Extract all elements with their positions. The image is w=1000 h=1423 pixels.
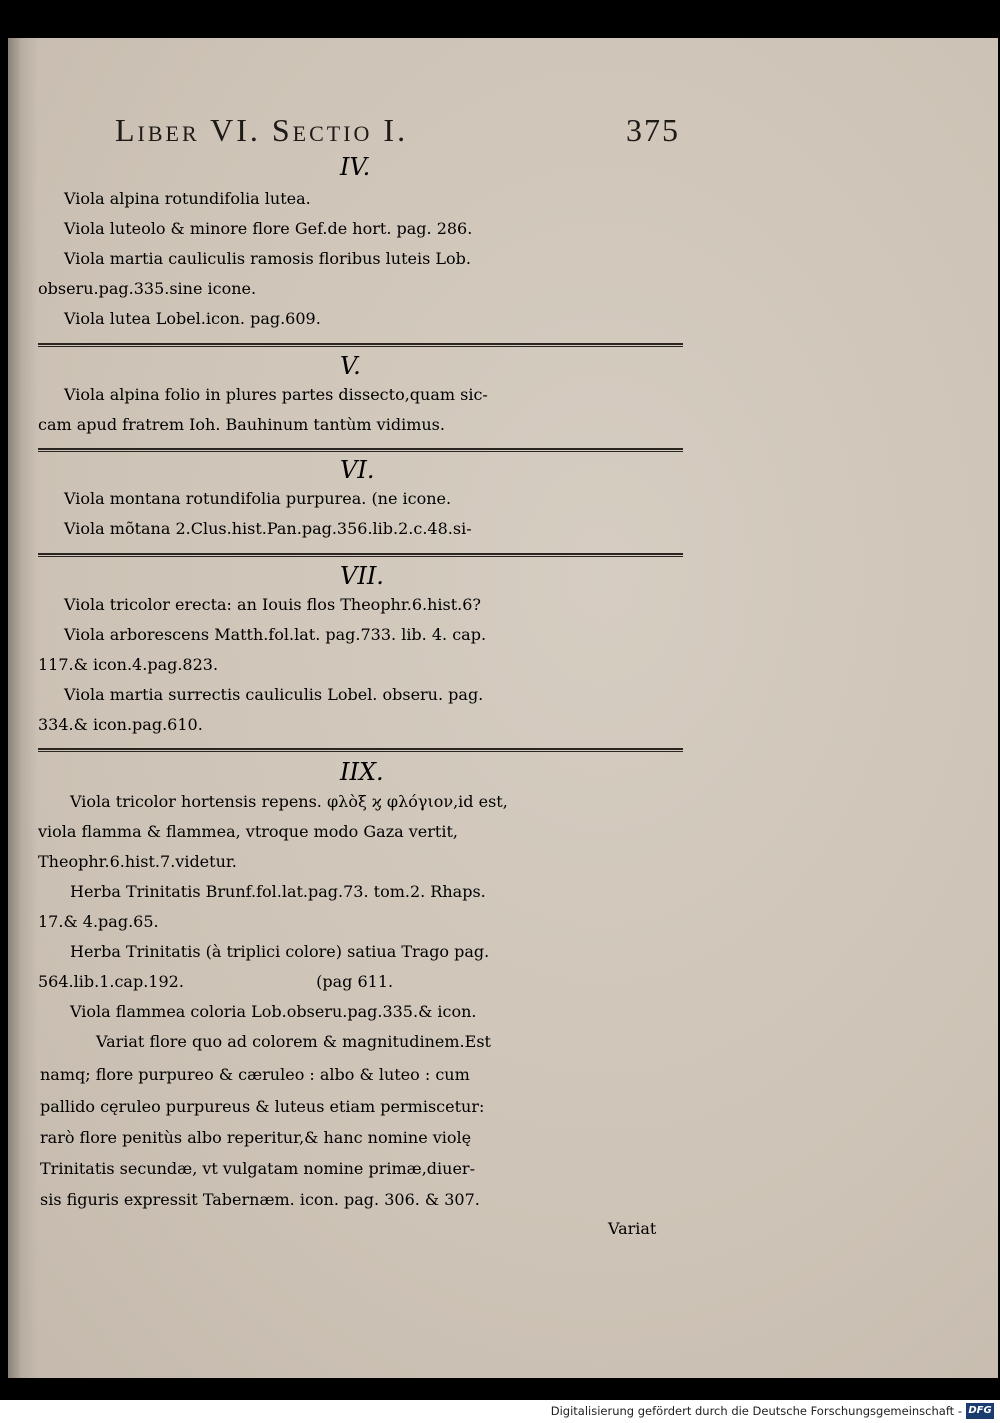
text-line: Herba Trinitatis (à triplici colore) satiua Trago pag. (70, 942, 490, 961)
text-line: Viola tricolor erecta: an Iouis flos Theophr.6.hist.6? (64, 595, 482, 614)
section-heading: VI. (340, 456, 375, 484)
text-line: Viola tricolor hortensis repens. φλὸξ ϗ φλόγιον,id est, (70, 792, 508, 811)
text-line: Viola luteolo & minore flore Gef.de hort. pag. 286. (64, 219, 473, 238)
section-heading: V. (340, 352, 361, 380)
text-line: Viola martia surrectis cauliculis Lobel. obseru. pag. (64, 685, 484, 704)
text-line: Viola arborescens Matth.fol.lat. pag.733. lib. 4. cap. (64, 625, 487, 644)
text-line: 17.& 4.pag.65. (38, 912, 159, 931)
text-line: Variat flore quo ad colorem & magnitudinem.Est (96, 1032, 491, 1051)
text-line: Trinitatis secundæ, vt vulgatam nomine primæ,diuer- (40, 1159, 475, 1178)
text-line: 334.& icon.pag.610. (38, 715, 203, 734)
text-line: sis figuris expressit Tabernæm. icon. pag. 306. & 307. (40, 1190, 480, 1209)
text-line: cam apud fratrem Ioh. Bauhinum tantùm vidimus. (38, 415, 445, 434)
section-heading: IIX. (340, 758, 384, 786)
section-rule (38, 553, 683, 557)
text-line: Herba Trinitatis Brunf.fol.lat.pag.73. tom.2. Rhaps. (70, 882, 486, 901)
running-title: Liber VI. Sectio I. (115, 112, 409, 148)
text-line: Viola mõtana 2.Clus.hist.Pan.pag.356.lib.2.c.48.si- (64, 519, 472, 538)
footer-bar (0, 1400, 1000, 1423)
section-rule (38, 343, 683, 347)
page-gutter (8, 38, 38, 1378)
text-line: pallido cęruleo purpureus & luteus etiam permiscetur: (40, 1097, 485, 1116)
catchword: Variat (608, 1219, 657, 1238)
text-line: Theophr.6.hist.7.videtur. (38, 852, 237, 871)
text-line: viola flamma & flammea, vtroque modo Gaza vertit, (38, 822, 458, 841)
text-line: Viola montana rotundifolia purpurea. (ne icone. (64, 489, 452, 508)
text-line: rarò flore penitùs albo reperitur,& hanc nomine violę (40, 1128, 472, 1147)
section-heading: VII. (340, 562, 384, 590)
text-line: Viola martia cauliculis ramosis floribus luteis Lob. (64, 249, 471, 268)
text-line: Viola lutea Lobel.icon. pag.609. (64, 309, 321, 328)
dfg-logo: DFG (966, 1403, 994, 1419)
section-heading: IV. (340, 153, 371, 181)
footer-credit: Digitalisierung gefördert durch die Deutsche Forschungsgemeinschaft - (550, 1404, 962, 1418)
running-header (115, 112, 690, 154)
section-rule (38, 448, 683, 452)
text-line: 117.& icon.4.pag.823. (38, 655, 219, 674)
page-number: 375 (626, 112, 680, 148)
text-line: Viola flammea coloria Lob.obseru.pag.335.& icon. (70, 1002, 477, 1021)
text-line: namq; flore purpureo & cæruleo : albo & luteo : cum (40, 1065, 470, 1084)
text-line: Viola alpina folio in plures partes dissecto,quam sic- (64, 385, 488, 404)
text-line: Viola alpina rotundifolia lutea. (64, 189, 311, 208)
text-line: 564.lib.1.cap.192. (pag 611. (38, 972, 394, 991)
text-line: obseru.pag.335.sine icone. (38, 279, 257, 298)
section-rule (38, 748, 683, 752)
